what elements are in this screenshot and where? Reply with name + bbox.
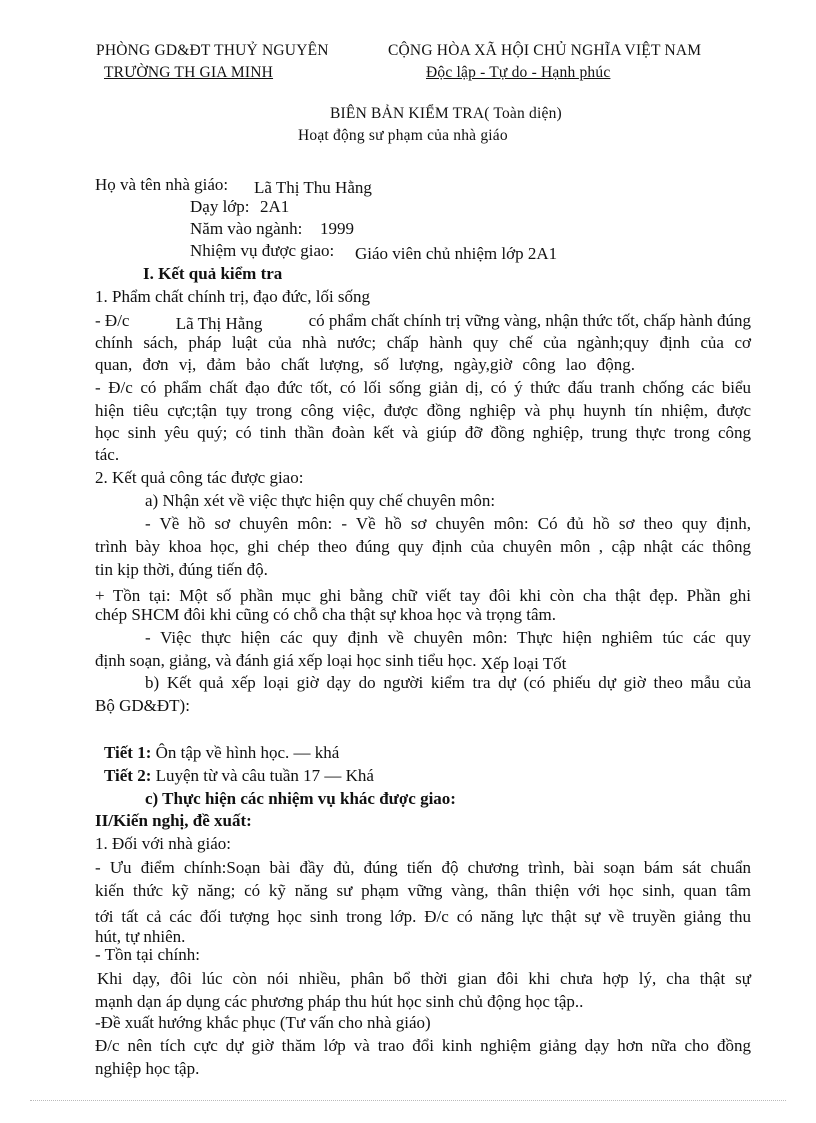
org-line-1: PHÒNG GD&ĐT THUỶ NGUYÊN xyxy=(96,42,329,59)
part1-line-7: tác. xyxy=(95,445,120,464)
part2-line-7: định soạn, giảng, và đánh giá xếp loại học sinh tiểu học. Xếp loại Tốt xyxy=(95,651,567,673)
section1-heading: I. Kết quả kiểm tra xyxy=(143,264,283,283)
part2-heading: 2. Kết quả công tác được giao: xyxy=(95,468,304,487)
duty-value: Giáo viên chủ nhiệm lớp 2A1 xyxy=(355,244,558,263)
nation-line-1: CỘNG HÒA XÃ HỘI CHỦ NGHĨA VIỆT NAM xyxy=(388,42,702,59)
section2-line-10: nghiệp học tập. xyxy=(95,1059,200,1078)
part2-line-4: + Tồn tại: Một số phần mục ghi bằng chữ viết tay đôi khi còn cha thật đẹp. Phần ghi xyxy=(95,586,751,605)
part2-line-1: - Về hồ sơ chuyên môn: - Về hồ sơ chuyên môn: Có đủ hồ sơ theo quy định, xyxy=(145,514,751,533)
nation-line-2: Độc lập - Tự do - Hạnh phúc xyxy=(426,64,611,81)
part1-heading: 1. Phẩm chất chính trị, đạo đức, lối sống xyxy=(95,287,371,306)
part2-b-line-1: b) Kết quả xếp loại giờ dạy do người kiểm tra dự (có phiếu dự giờ theo mẫu của xyxy=(145,673,751,692)
page-bottom-divider xyxy=(30,1100,786,1101)
section2-line-1: - Ưu điểm chính:Soạn bài đầy đủ, đúng tiến độ chương trình, bài soạn bám sát chuẩn xyxy=(95,858,751,877)
duty-label: Nhiệm vụ được giao: xyxy=(190,241,335,260)
part1-line-2: chính sách, pháp luật của nhà nước; chấp hành quy chế của ngành;quy định của cơ xyxy=(95,333,751,352)
name-label: Họ và tên nhà giáo: xyxy=(95,175,229,194)
year-label: Năm vào ngành: xyxy=(190,219,303,238)
section2-line-4: hút, tự nhiên. xyxy=(95,927,186,946)
year-value: 1999 xyxy=(320,219,354,238)
part2-line-6: - Việc thực hiện các quy định về chuyên môn: Thực hiện nghiêm túc các quy xyxy=(145,628,751,647)
org-line-2: TRƯỜNG TH GIA MINH xyxy=(104,64,274,81)
document-title: BIÊN BẢN KIỂM TRA( Toàn diện) xyxy=(330,105,562,122)
section2-line-9: Đ/c nên tích cực dự giờ thăm lớp và trao đổi kinh nghiệm giảng dạy hơn nữa cho đồng xyxy=(95,1036,751,1055)
rating-text: Xếp loại Tốt xyxy=(480,654,567,673)
part2-line-5: chép SHCM đôi khi cũng có chỗ cha thật sự khoa học và trọng tâm. xyxy=(95,605,557,624)
part1-line-6: học sinh yêu quý; có tinh thần đoàn kết và giúp đỡ đồng nghiệp, trung thực trong công xyxy=(95,423,751,442)
section2-line-7: mạnh dạn áp dụng các phương pháp thu hút học sinh chủ động học tập.. xyxy=(95,992,584,1011)
section2-line-8: -Đề xuất hướng khắc phục (Tư vấn cho nhà giáo) xyxy=(95,1013,431,1032)
name-value: Lã Thị Thu Hằng xyxy=(254,178,372,197)
part2-line-3: tin kịp thời, đúng tiến độ. xyxy=(95,560,268,579)
section2-line-3: tới tất cả các đối tượng học sinh trong lớp. Đ/c có năng lực thật sự về truyền giảng thu xyxy=(95,907,751,926)
section2-heading: II/Kiến nghị, đề xuất: xyxy=(95,811,252,830)
document-subtitle: Hoạt động sư phạm của nhà giáo xyxy=(298,127,508,144)
section2-line-6: Khi dạy, đôi lúc còn nói nhiều, phân bổ thời gian đôi khi chưa hợp lý, cha thật sự xyxy=(97,969,751,988)
part1-line-5: hiện tiêu cực;tận tụy trong công việc, được đồng nghiệp và phụ huynh tín nhiệm, được xyxy=(95,401,751,420)
part1-line-4: - Đ/c có phẩm chất đạo đức tốt, có lối sống giản dị, có ý thức đấu tranh chống các biểu xyxy=(95,378,751,397)
lesson-1: Tiết 1: Ôn tập về hình học. — khá xyxy=(104,743,340,762)
teacher-name-inline: Lã Thị Hằng xyxy=(175,314,263,333)
class-value: 2A1 xyxy=(260,197,290,216)
part1-line-3: quan, đơn vị, đảm bảo chất lượng, số lượng, ngày,giờ công lao động. xyxy=(95,355,635,374)
section2-line-2: kiến thức kỹ năng; có kỹ năng sư phạm vững vàng, thân thiện với học sinh, quan tâm xyxy=(95,881,751,900)
class-label: Dạy lớp: xyxy=(190,197,250,216)
part2-line-2: trình bày khoa học, ghi chép theo đúng quy định của chuyên môn , cập nhật các thông xyxy=(95,537,751,556)
part2-b-line-2: Bộ GD&ĐT): xyxy=(95,696,190,715)
part2-subheading-a: a) Nhận xét về việc thực hiện quy chế chuyên môn: xyxy=(145,491,496,510)
part1-line-1: - Đ/c Lã Thị Hằng có phẩm chất chính trị vững vàng, nhận thức tốt, chấp hành đúng xyxy=(95,311,751,333)
section2-line-5: - Tồn tại chính: xyxy=(95,945,200,964)
section2-sub-1: 1. Đối với nhà giáo: xyxy=(95,834,231,853)
part2-subheading-c: c) Thực hiện các nhiệm vụ khác được giao: xyxy=(145,789,456,808)
lesson-2: Tiết 2: Luyện từ và câu tuần 17 — Khá xyxy=(104,766,374,785)
